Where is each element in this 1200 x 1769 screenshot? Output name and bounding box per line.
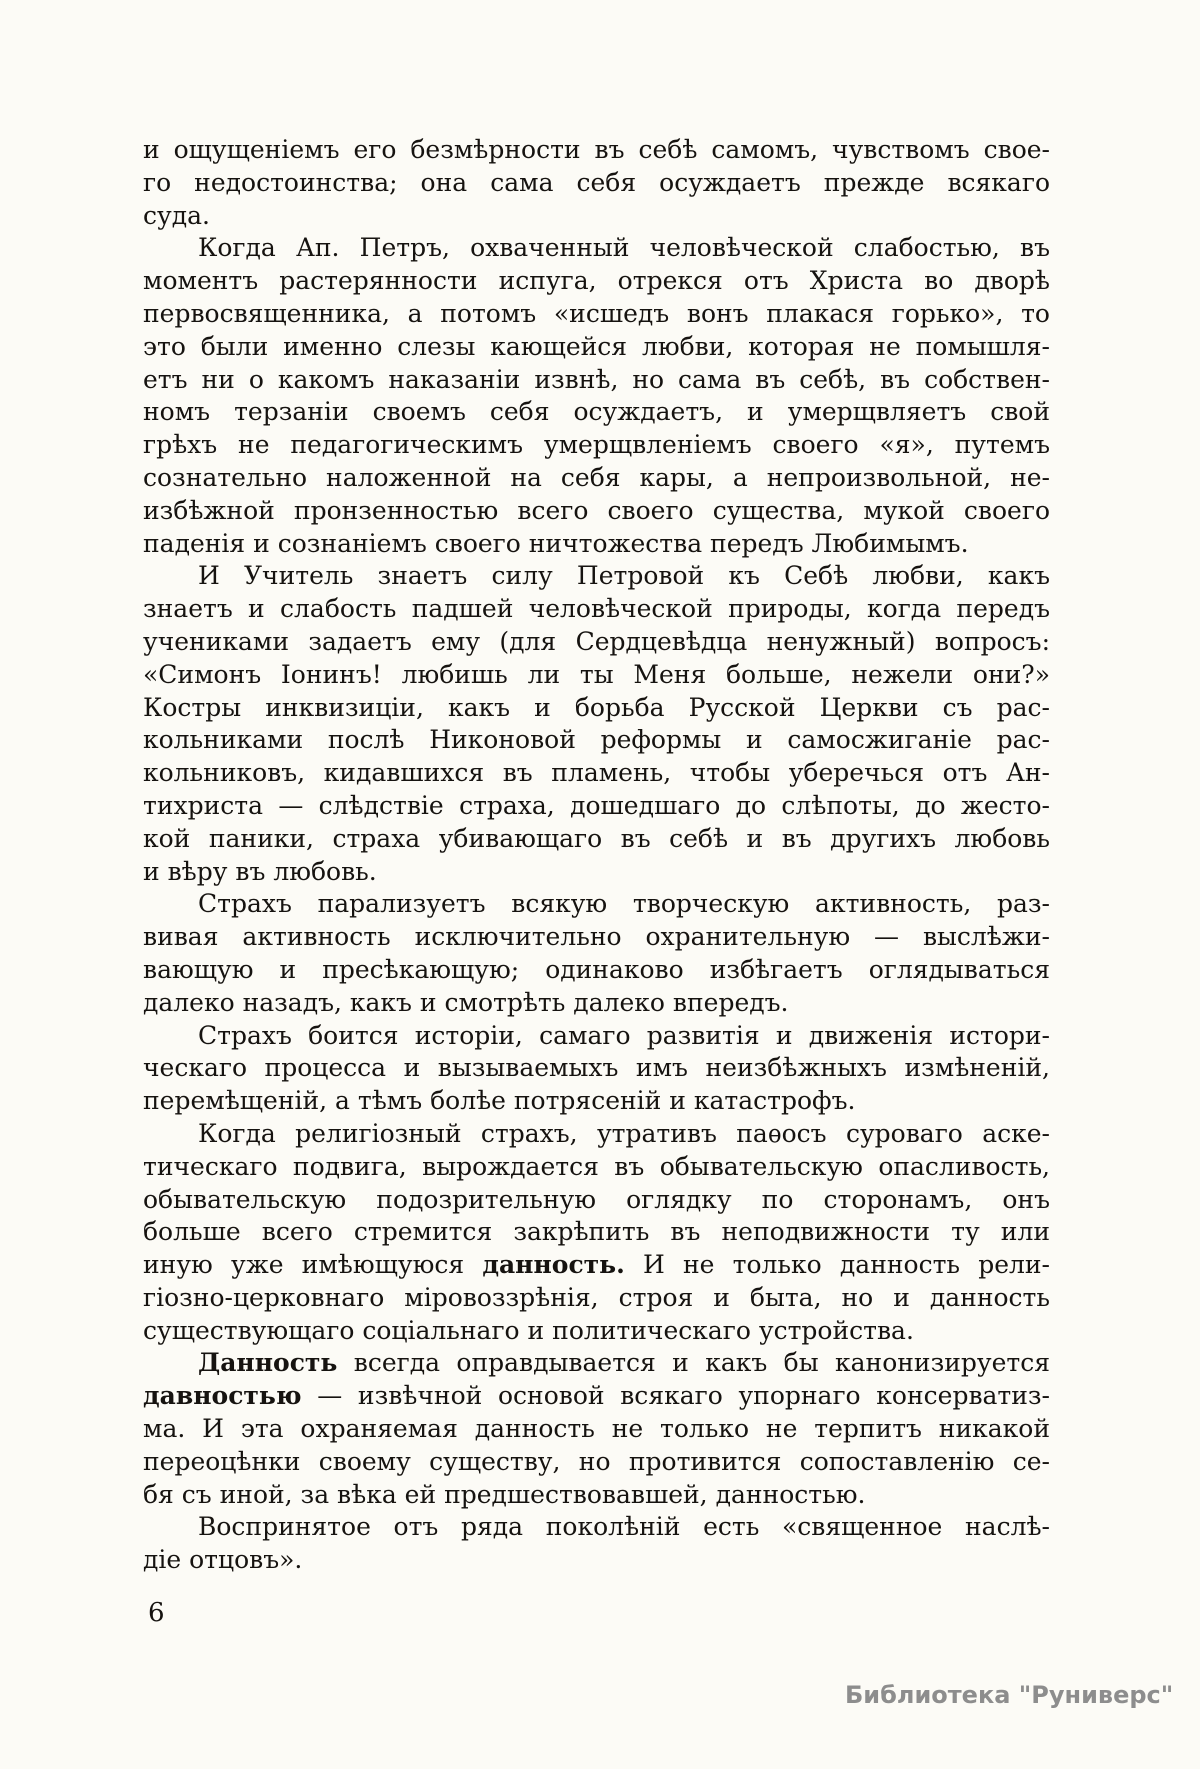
page-text [143,134,1050,1577]
text-segment: вивая активность исключительно охранительную — выслѣжи- [143,922,1050,952]
text-segment: и ощущеніемъ его безмѣрности въ себѣ самомъ, чувствомъ свое- [143,135,1050,164]
text-segment: Костры инквизиціи, какъ и борьба Русской Церкви съ рас- [143,692,1050,722]
text-line [143,724,1050,757]
text-line [143,265,1050,298]
text-line [143,396,1050,429]
text-line [143,1446,1050,1479]
text-line [143,626,1050,659]
text-line [143,790,1050,823]
text-segment: И Учитель знаетъ силу Петровой къ Себѣ любви, какъ [198,561,1050,591]
text-line [143,298,1050,331]
text-segment: го недостоинства; она сама себя осуждаетъ прежде всякаго [143,167,1050,197]
bold-text: данность. [482,1250,625,1280]
text-line [143,1085,1050,1118]
text-segment: грѣхъ не педагогическимъ умерщвленіемъ своего «я», путемъ [143,430,1050,460]
text-line [143,167,1050,200]
text-segment: Когда религіозный страхъ, утративъ паѳосъ суроваго аске- [198,1118,1050,1148]
text-line [143,1184,1050,1217]
text-line [143,1282,1050,1315]
text-line [143,528,1050,561]
text-segment: кольниками послѣ Никоновой реформы и самосжиганіе рас- [143,725,1050,755]
text-segment: избѣжной пронзенностью всего своего существа, мукой своего [143,495,1050,525]
text-segment: перемѣщеній, а тѣмъ болѣе потрясеній и катастрофъ. [143,1086,856,1116]
text-line [143,856,1050,889]
text-segment: кой паники, страха убивающаго въ себѣ и въ другихъ любовь [143,823,1050,853]
text-line [143,331,1050,364]
text-segment: это были именно слезы кающейся любви, которая не помышля- [143,331,1050,361]
bold-text: давностью [143,1381,302,1411]
text-line [143,1479,1050,1512]
text-segment: Страхъ парализуетъ всякую творческую активность, раз- [198,889,1050,919]
text-segment: первосвященника, а потомъ «исшедъ вонъ плакася горько», то [143,298,1050,328]
text-segment: далеко назадъ, какъ и смотрѣть далеко впередъ. [143,987,789,1017]
text-segment: моментъ растерянности испуга, отрекся отъ Христа во дворѣ [143,266,1050,296]
text-line [143,462,1050,495]
text-line [143,1347,1050,1380]
paragraph [143,1347,1050,1511]
text-line [143,1511,1050,1544]
paragraph [143,1118,1050,1348]
text-segment: Когда Ап. Петръ, охваченный человѣческой слабостью, въ [198,233,1050,263]
text-segment: существующаго соціальнаго и политическаго устройства. [143,1315,914,1345]
text-segment: паденія и сознаніемъ своего ничтожества передъ Любимымъ. [143,528,969,558]
text-segment: переоцѣнки своему существу, но противится сопоставленію се- [143,1446,1050,1476]
text-segment: Страхъ боится исторіи, самаго развитія и движенія истори- [198,1020,1050,1050]
paragraph [143,1020,1050,1118]
paragraph [143,232,1050,560]
text-segment: сознательно наложенной на себя кары, а непроизвольной, не- [143,462,1050,492]
text-segment: ческаго процесса и вызываемыхъ имъ неизбѣжныхъ измѣненій, [143,1053,1050,1083]
text-line [143,1216,1050,1249]
text-line [143,560,1050,593]
text-line [143,823,1050,856]
text-line [143,659,1050,692]
text-segment: Воспринятое отъ ряда поколѣній есть «священное наслѣ- [198,1512,1050,1542]
text-line [143,1020,1050,1053]
text-segment: етъ ни о какомъ наказаніи извнѣ, но сама въ себѣ, въ собствен- [143,364,1050,394]
text-line [143,1544,1050,1577]
text-line [143,134,1050,167]
text-segment: всегда оправдывается и какъ бы канонизируется [337,1348,1050,1378]
text-segment: — извѣчной основой всякаго упорнаго консерватиз- [301,1381,1050,1411]
text-segment: обывательскую подозрительную оглядку по сторонамъ, онъ [143,1184,1050,1214]
text-segment: бя съ иной, за вѣка ей предшествовавшей, данностью. [143,1479,866,1509]
text-line [143,200,1050,233]
text-segment: гіозно-церковнаго міровоззрѣнія, строя и быта, но и данность [143,1282,1050,1312]
text-segment: кольниковъ, кидавшихся въ пламень, чтобы уберечься отъ Ан- [143,758,1050,788]
paragraph [143,1511,1050,1577]
text-line [143,692,1050,725]
text-line [143,1151,1050,1184]
text-line [143,429,1050,462]
text-line [143,1380,1050,1413]
text-segment: тихриста — слѣдствіе страха, дошедшаго до слѣпоты, до жесто- [143,790,1050,820]
text-line [143,1118,1050,1151]
text-line [143,495,1050,528]
text-segment: діе отцовъ». [143,1545,303,1575]
text-segment: тическаго подвига, вырождается въ обывательскую опасливость, [143,1151,1050,1181]
text-line [143,364,1050,397]
paragraph [143,888,1050,1019]
text-line [143,1413,1050,1446]
text-line [143,954,1050,987]
text-segment: суда. [143,200,210,230]
text-line [143,1315,1050,1348]
text-segment: больше всего стремится закрѣпить въ неподвижности ту или [143,1217,1050,1247]
text-segment: знаетъ и слабость падшей человѣческой природы, когда передъ [143,594,1050,624]
page-number: 6 [148,1598,165,1628]
text-line [143,1249,1050,1282]
text-segment: номъ терзаніи своемъ себя осуждаетъ, и умерщвляетъ свой [143,397,1050,427]
paragraph [143,134,1050,232]
text-segment: И не только данность рели- [624,1250,1050,1280]
text-segment: иную уже имѣющуюся [143,1250,483,1280]
text-line [143,1052,1050,1085]
text-segment: учениками задаетъ ему (для Сердцевѣдца ненужный) вопросъ: [143,626,1050,656]
text-line [143,593,1050,626]
text-segment: вающую и пресѣкающую; одинаково избѣгаетъ оглядываться [143,954,1050,984]
text-line [143,232,1050,265]
text-segment: ма. И эта охраняемая данность не только не терпитъ никакой [143,1414,1050,1444]
bold-text: Данность [198,1348,338,1378]
text-segment: и вѣру въ любовь. [143,856,377,886]
text-line [143,757,1050,790]
text-line [143,987,1050,1020]
text-line [143,921,1050,954]
text-segment: «Симонъ Іонинъ! любишь ли ты Меня больше, нежели они?» [143,659,1050,689]
text-line [143,888,1050,921]
library-watermark: Библиотека "Руниверс" [845,1681,1174,1709]
paragraph [143,560,1050,888]
